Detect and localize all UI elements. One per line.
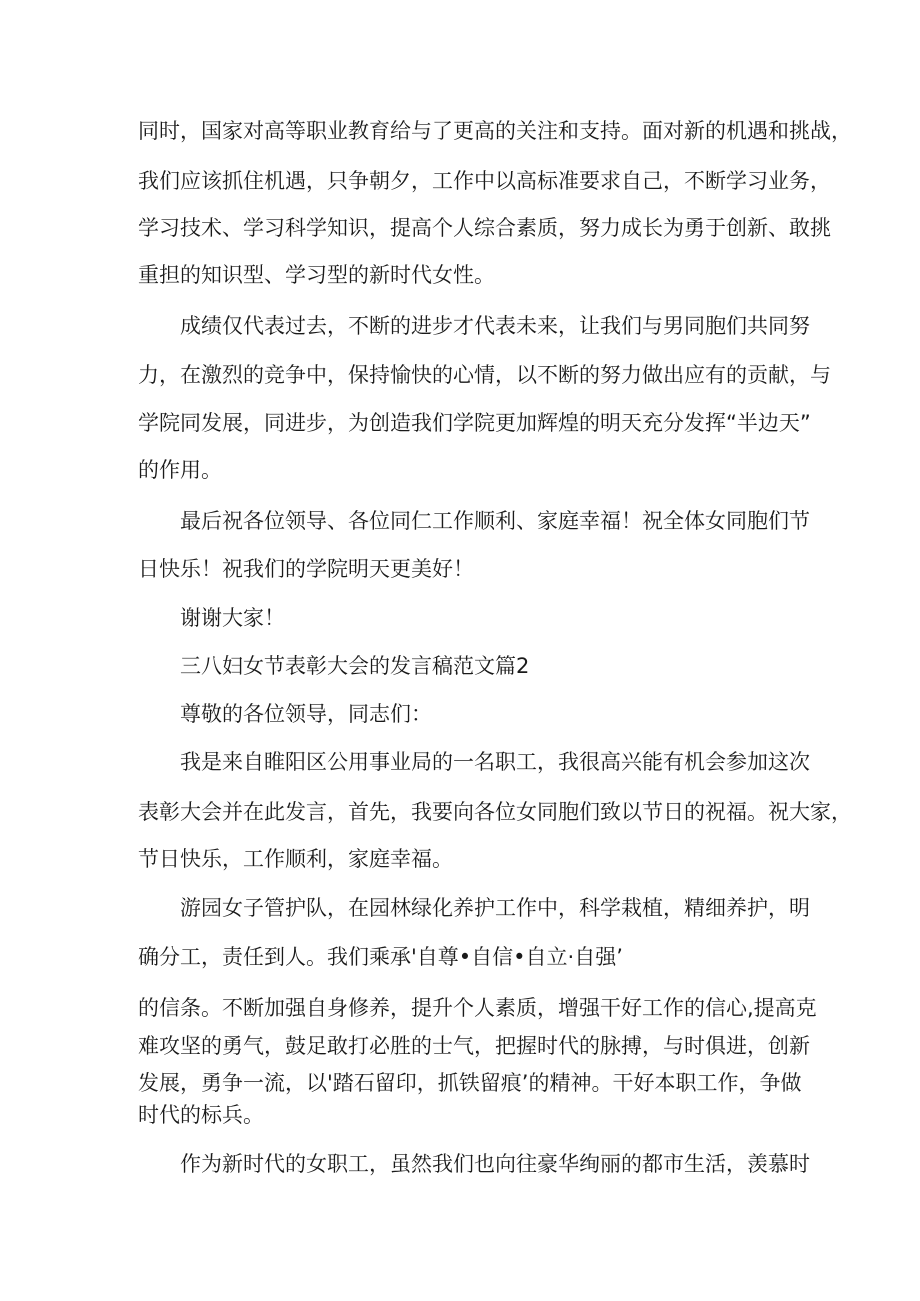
text-line: 表彰大会并在此发言，首先，我要向各位女同胞们致以节日的祝福。祝大家， (138, 800, 852, 824)
text-line: 确分工，责任到人。我们乘承'自尊•自信•自立·自强’ (138, 945, 623, 969)
text-line: 谢谢大家！ (180, 606, 285, 630)
text-line: 游园女子管护队，在园林绿化养护工作中，科学栽植，精细养护，明 (180, 896, 810, 920)
salutation: 尊敬的各位领导，同志们： (180, 702, 432, 726)
text-line: 难攻坚的勇气，鼓足敢打必胜的士气，把握时代的脉搏，与时俱进，创新 (138, 1034, 810, 1058)
text-line: 我是来自睢阳区公用事业局的一名职工，我很高兴能有机会参加这次 (180, 750, 810, 774)
text-line: 学习技术、学习科学知识，提高个人综合素质，努力成长为勇于创新、敢挑 (138, 216, 831, 240)
text-line: 日快乐！祝我们的学院明天更美好！ (138, 557, 474, 581)
text-line: 发展，勇争一流，以'踏石留印，抓铁留痕’的精神。干好本职工作，争做 (138, 1071, 802, 1095)
text-line: 我们应该抓住机遇，只争朝夕，工作中以高标准要求自己，不断学习业务， (138, 169, 831, 193)
text-line: 力，在激烈的竞争中，保持愉快的心情，以不断的努力做出应有的贡献，与 (138, 363, 831, 387)
text-line: 重担的知识型、学习型的新时代女性。 (138, 263, 495, 287)
text-line: 学院同发展，同进步，为创造我们学院更加辉煌的明天充分发挥“半边天” (138, 411, 811, 435)
text-line: 的作用。 (138, 458, 222, 482)
section-heading: 三八妇女节表彰大会的发言稿范文篇2 (180, 654, 530, 678)
text-line: 同时，国家对高等职业教育给与了更高的关注和支持。面对新的机遇和挑战， (138, 119, 852, 143)
text-line: 成绩仅代表过去，不断的进步才代表未来，让我们与男同胞们共同努 (180, 314, 810, 338)
text-line: 作为新时代的女职工，虽然我们也向往豪华绚丽的都市生活，羡慕时 (180, 1152, 810, 1176)
text-line: 节日快乐，工作顺利，家庭幸福。 (138, 847, 453, 871)
text-line: 时代的标兵。 (138, 1103, 264, 1127)
text-line: 最后祝各位领导、各位同仁工作顺利、家庭幸福！祝全体女同胞们节 (180, 509, 810, 533)
text-line: 的信条。不断加强自身修养，提升个人素质，增强干好工作的信心,提高克 (138, 996, 817, 1020)
